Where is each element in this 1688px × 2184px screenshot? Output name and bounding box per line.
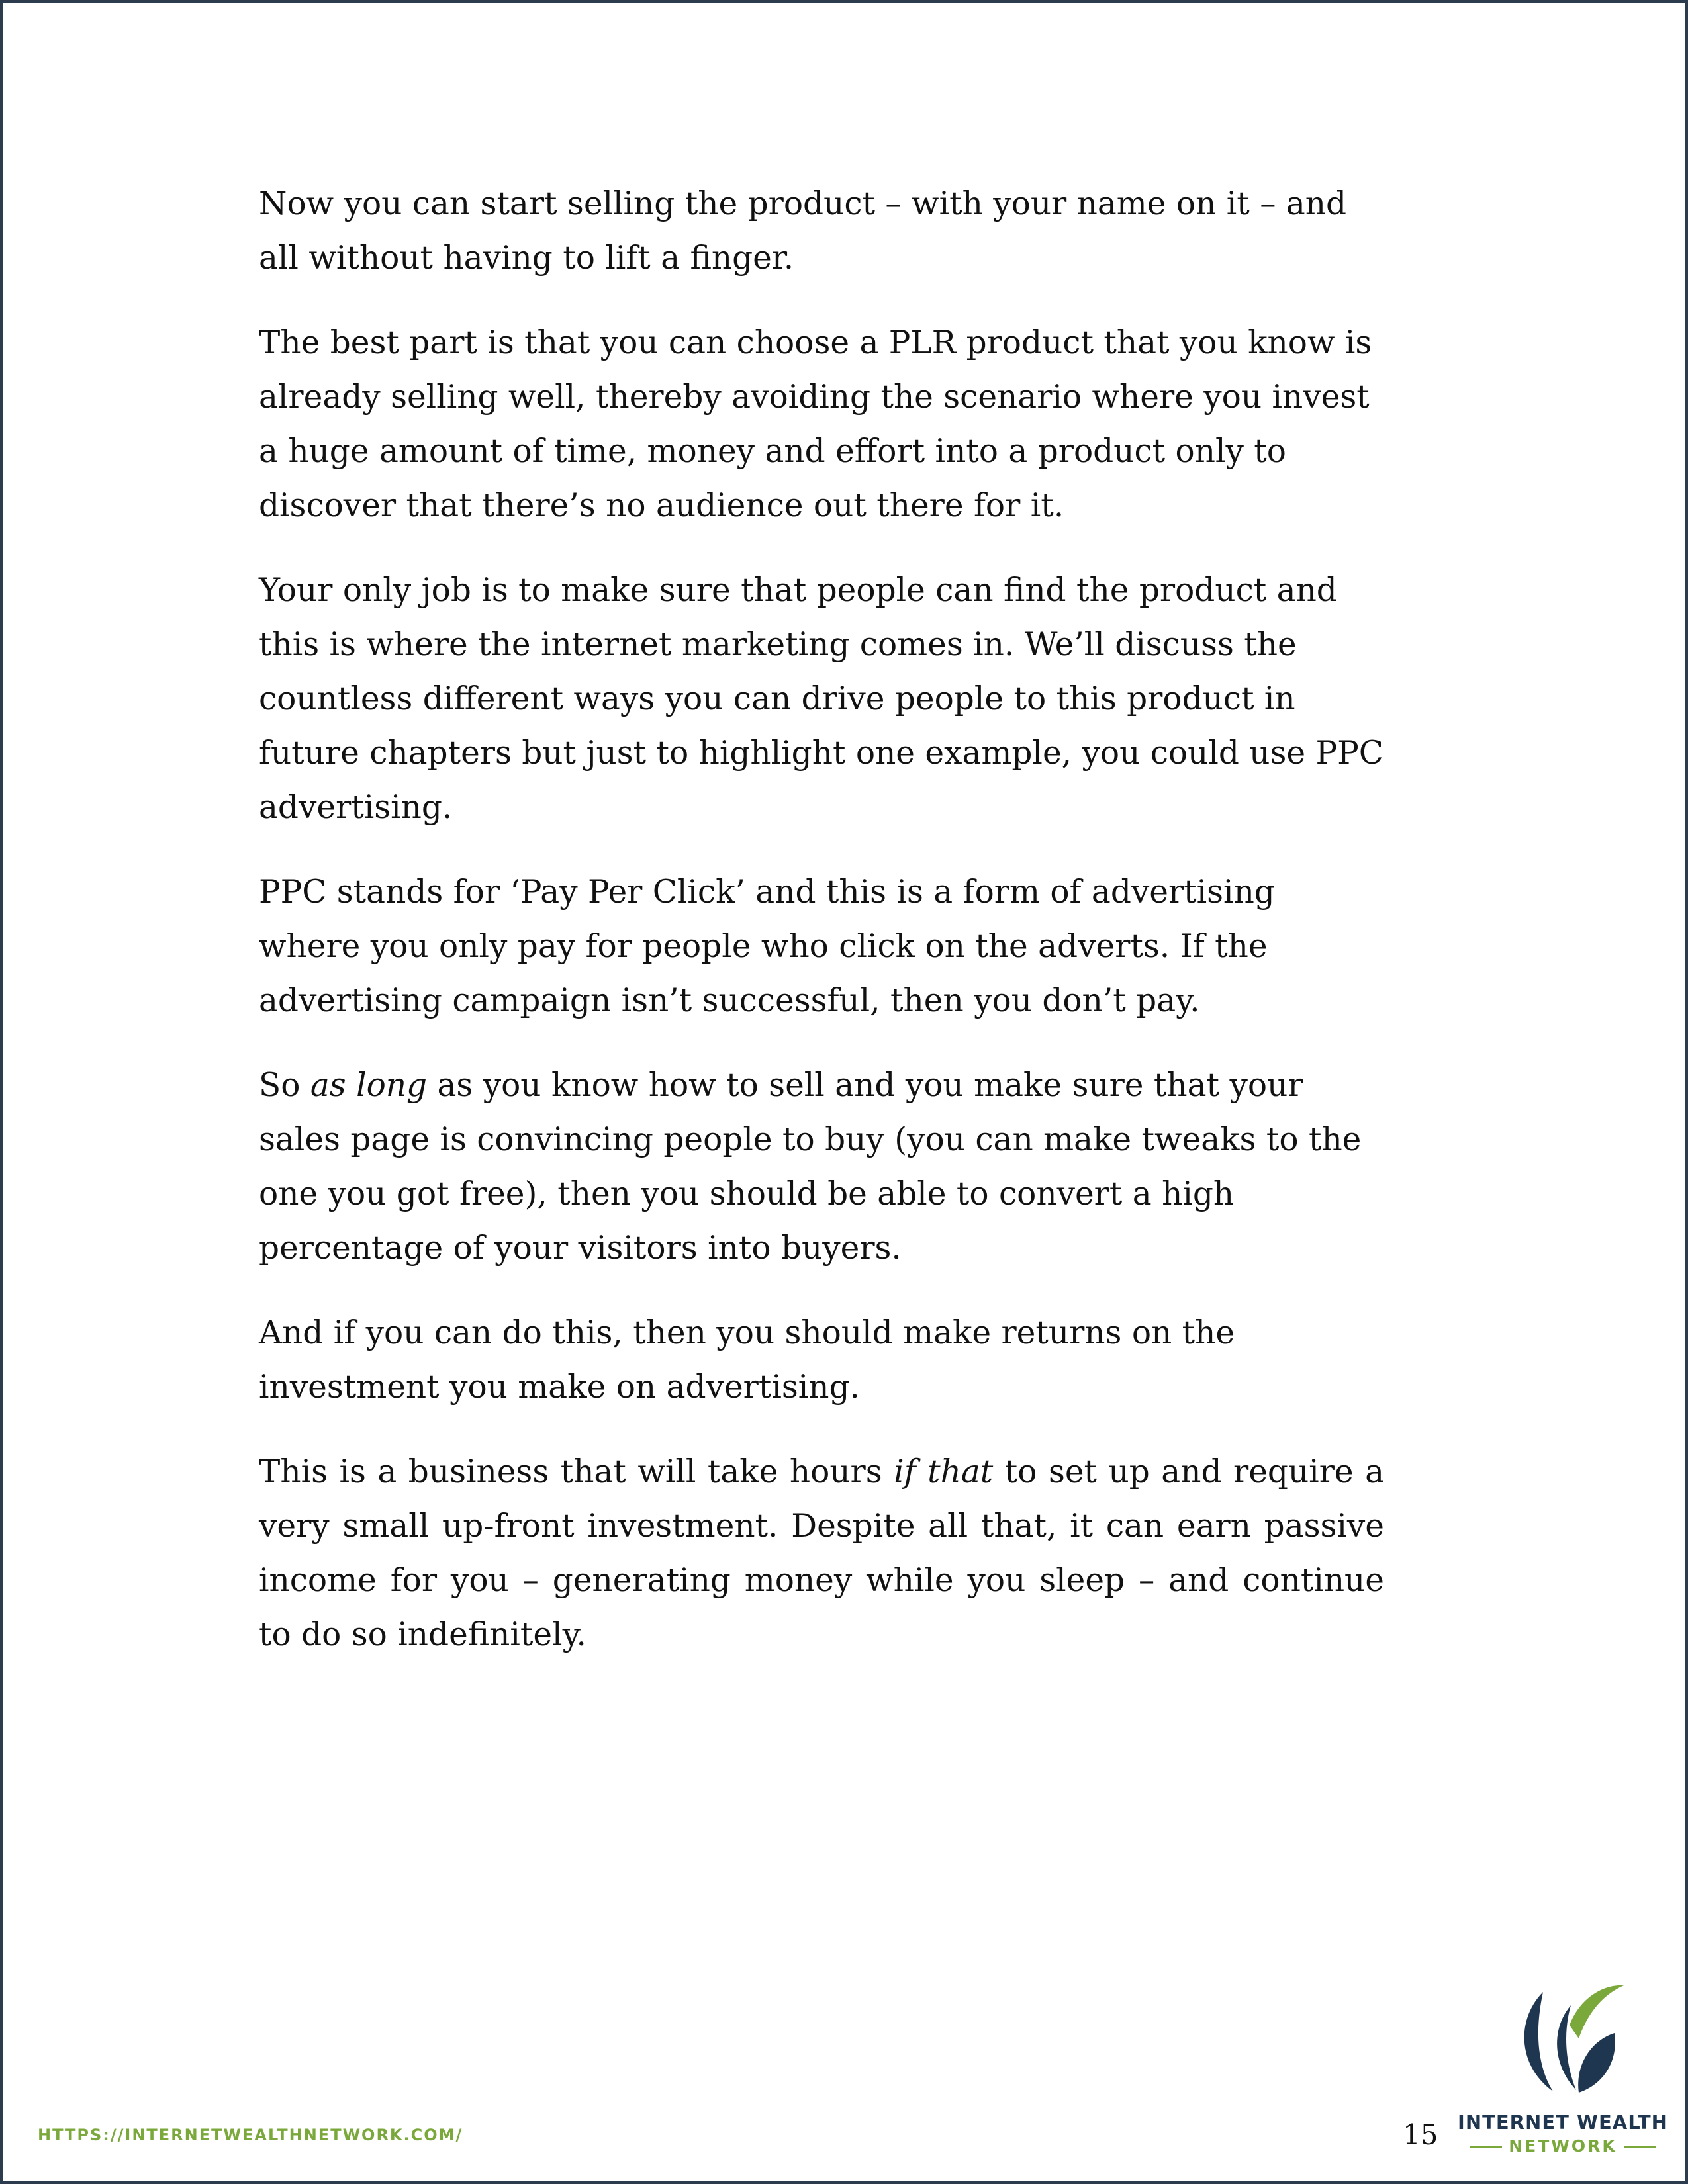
paragraph-1: Now you can start selling the product – with your name on it – and all without having to lift a finger. [259, 185, 1347, 277]
page-number: 15 [1403, 2118, 1438, 2151]
logo-rule-right [1624, 2146, 1656, 2148]
paragraph-5 [259, 1058, 1384, 1275]
footer-url-link[interactable]: HTTPS://INTERNETWEALTHNETWORK.COM/ [38, 2126, 463, 2144]
body-text [259, 177, 1437, 1662]
paragraph-3: Your only job is to make sure that people can find the product and this is where the internet marketing comes in. We’ll discuss the countless different ways you can drive people to this product in future chapters but just to highlight one example, you could use PPC advertising. [259, 572, 1383, 826]
logo-swoosh-icon [1497, 1979, 1629, 2098]
logo-rule-left [1470, 2146, 1502, 2148]
company-logo [1457, 1979, 1669, 2171]
paragraph-5-start: So [259, 1067, 310, 1104]
logo-wordmark-network: NETWORK [1509, 2136, 1617, 2156]
paragraph-7-start: This is a business that will take hours [259, 1453, 894, 1490]
paragraph-5-end: as you know how to sell and you make sure that your sales page is convincing people to buy (you can make tweaks to the one you got free), then you should be able to convert a high percentage of your visitors into buyers. [259, 1067, 1362, 1267]
paragraph-2: The best part is that you can choose a PLR product that you know is already selling well, thereby avoiding the scenario where you invest a huge amount of time, money and effort into a product only to discover that there’s no audience out there for it. [259, 324, 1372, 524]
logo-wordmark-bottom [1457, 2136, 1669, 2156]
paragraph-6: And if you can do this, then you should make returns on the investment you make on advertising. [259, 1314, 1235, 1406]
logo-wordmark-top: INTERNET WEALTH [1458, 2111, 1668, 2134]
paragraph-5-emphasis: as long [310, 1067, 428, 1104]
paragraph-7 [259, 1445, 1384, 1662]
paragraph-7-emphasis: if that [894, 1453, 994, 1490]
paragraph-4: PPC stands for ‘Pay Per Click’ and this is a form of advertising where you only pay for people who click on the adverts. If the advertising campaign isn’t successful, then you don’t pay. [259, 874, 1275, 1019]
paragraph-7-end: to set up and require a very small up-front investment. Despite all that, it can earn passive income for you – generating money while you sleep – and continue to do so indefinitely. [259, 1453, 1384, 1653]
